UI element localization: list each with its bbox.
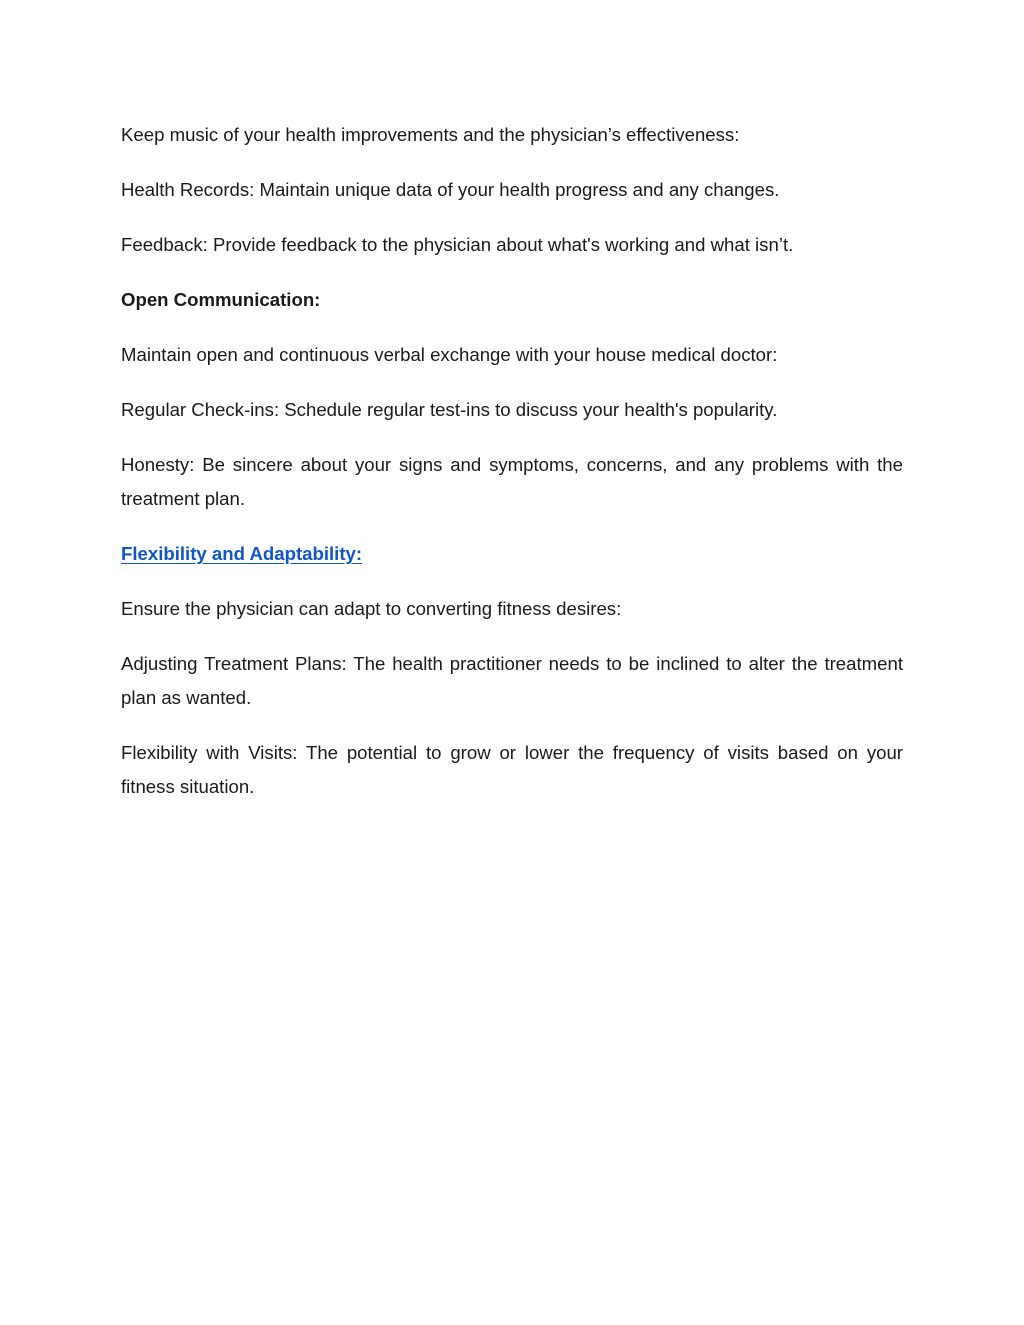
flexibility-intro: Ensure the physician can adapt to converting fitness desires: [121,598,622,619]
intro-paragraph: Keep music of your health improvements and the physician’s effectiveness: [121,124,740,145]
document-body [121,118,903,825]
flexibility-heading [121,537,903,571]
open-communication-intro: Maintain open and continuous verbal exchange with your house medical doctor: [121,344,778,365]
honesty-paragraph: Honesty: Be sincere about your signs and symptoms, concerns, and any problems with the treatment plan. [121,454,903,509]
health-records-paragraph: Health Records: Maintain unique data of your health progress and any changes. [121,179,780,200]
feedback-paragraph: Feedback: Provide feedback to the physician about what's working and what isn’t. [121,234,794,255]
adjusting-treatment-paragraph: Adjusting Treatment Plans: The health practitioner needs to be inclined to alter the treatment plan as wanted. [121,653,903,708]
flexibility-heading-link[interactable]: Flexibility and Adaptability: [121,543,363,564]
flexibility-visits-paragraph: Flexibility with Visits: The potential to grow or lower the frequency of visits based on your fitness situation. [121,742,903,797]
regular-checkins-paragraph: Regular Check-ins: Schedule regular test-ins to discuss your health's popularity. [121,399,778,420]
open-communication-heading: Open Communication: [121,289,321,310]
